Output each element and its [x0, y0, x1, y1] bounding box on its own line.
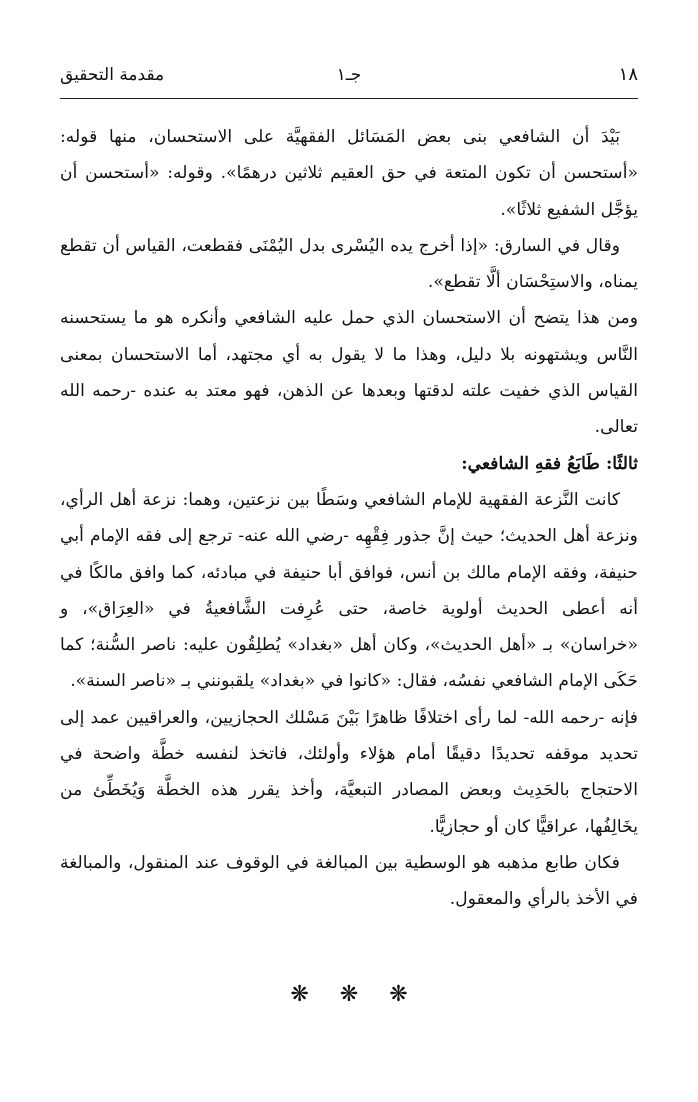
- page-number: ١٨: [618, 64, 638, 85]
- paragraph-fiqh-tendency: كانت النَّزعة الفقهية للإمام الشافعي وسَطًا بين نزعتين، وهما: نزعة أهل الرأي، ونزعة أهل الحديث؛ حيث إنَّ جذور فِقْهِه -رضي الله عنه- ترجع إلى فقه الإمام أبي حنيفة، وفقه الإمام مالك بن أنس، فوافق أبا حنيفة في مبادئه، كما وافق مالكًا في أنه أعطى الحديث أولوية خاصة، حتى عُرِفت الشَّافعيةُ في «العِرَاق»، و «خراسان» بـ «أهل الحديث»، وكان أهل «بغداد» يُطلِقُون عليه: ناصر السُّنة؛ كما حَكَى الإمام الشافعي نفسُه، فقال: «كانوا في «بغداد» يلقبونني بـ «ناصر السنة».: [60, 489, 638, 692]
- paragraph-thief-ruling: وقال في السارق: «إذا أخرج يده اليُسْرى بدل اليُمْنَى فقطعت، القياس أن تقطع يمناه، والاستِحْسَان ألَّا تقطع».: [60, 235, 638, 293]
- section-separator: [60, 982, 638, 1007]
- paragraph-istihsan-examples: بَيْدَ أن الشافعي بنى بعض المَسَائل الفقهيَّة على الاستحسان، منها قوله: «أستحسن أن تكون المتعة في حق العقيم ثلاثين درهمًا». وقوله: «أستحسن أن يؤجَّل الشفيع ثلاثًا».: [60, 127, 638, 220]
- paragraph-hijaz-iraq: فإنه -رحمه الله- لما رأى اختلافًا ظاهرًا بَيْنَ مَسْلك الحجازيين، والعراقيين عمد إلى تحديد موقفه تحديدًا دقيقًا أمام هؤلاء وأولئك، فاتخذ لنفسه خطَّة واضحة في الاحتجاج بالحَدِيث وبعض المصادر التبعيَّة، وأخذ يقرر هذه الخطَّة وَيُخَطِّئ من يخَالِفُها، عراقيًّا كان أو حجازيًّا.: [60, 707, 638, 837]
- section-heading: ثالثًا: طَابَعُ فقهِ الشافعي:: [461, 453, 638, 474]
- section-title: مقدمة التحقيق: [60, 65, 165, 85]
- header-rule: [60, 98, 638, 99]
- paragraph-madhhab-character: فكان طابع مذهبه هو الوسطية بين المبالغة في الوقوف عند المنقول، والمبالغة في الأخذ بالرأي والمعقول.: [60, 852, 638, 910]
- asterism-mark: ❋: [389, 981, 408, 1007]
- asterism-mark: ❋: [339, 981, 359, 1007]
- body-text: [60, 119, 638, 918]
- book-page: [60, 60, 638, 1070]
- paragraph-istihsan-meaning: ومن هذا يتضح أن الاستحسان الذي حمل عليه الشافعي وأنكره هو ما يستحسنه النَّاس ويشتهونه بلا دليل، وهذا ما لا يقول به أي مجتهد، أما الاستحسان بمعنى القياس الذي خفيت علته لدقتها وبعدها عن الذهن، فهو معتد به عنده -رحمه الله تعالى.: [60, 308, 638, 438]
- running-head: [60, 60, 638, 90]
- volume-label: جـ١: [336, 65, 362, 85]
- asterism-mark: ❋: [290, 981, 309, 1007]
